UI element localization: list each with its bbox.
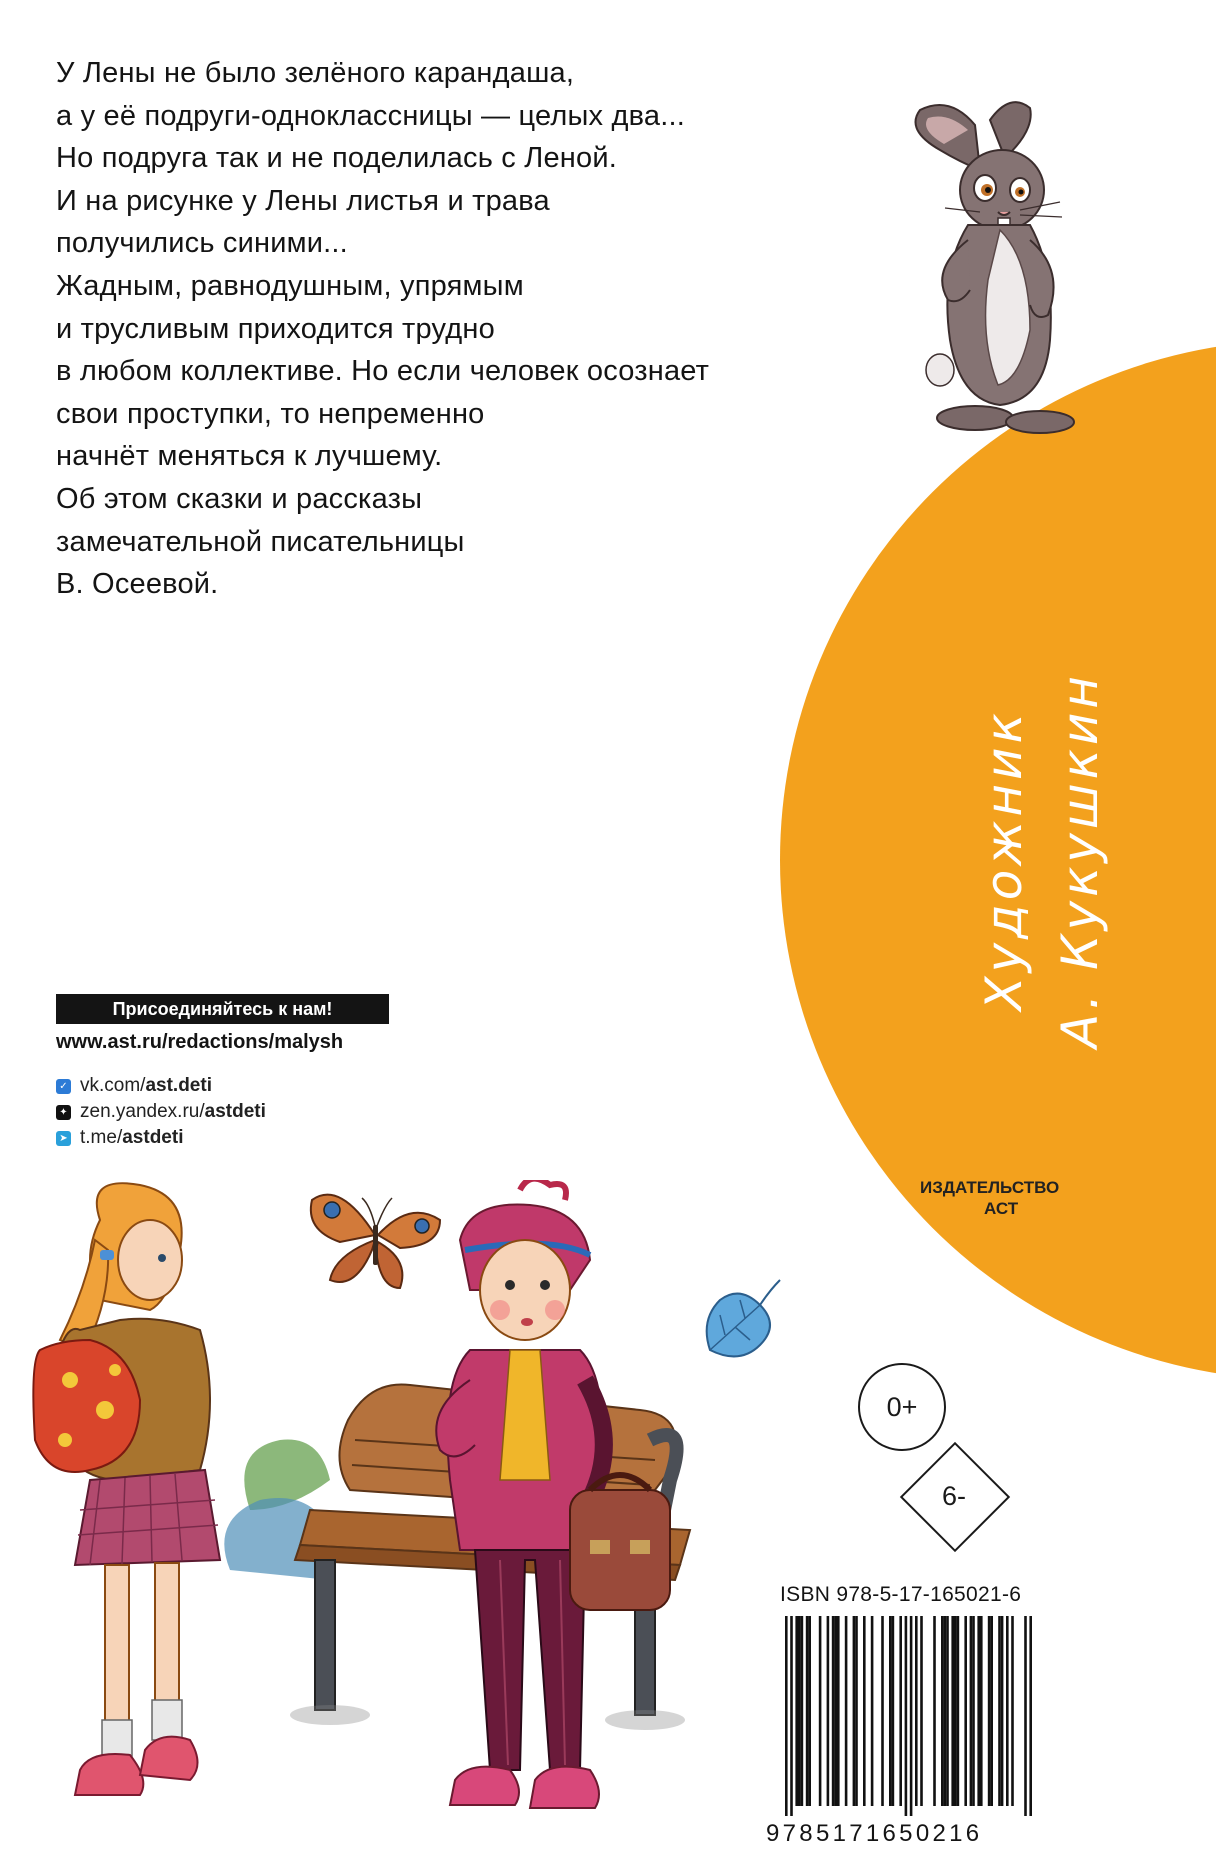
social-handle: astdeti (204, 1101, 266, 1122)
blurb-line: замечательной писательницы (56, 525, 465, 558)
barcode-bar (972, 1616, 975, 1806)
blurb-line: У Лены не было зелёного карандаша, (56, 57, 575, 89)
barcode-bar (1006, 1616, 1009, 1806)
blurb-line: в любом коллективе. Но если человек осознает (56, 355, 710, 388)
blurb-line: а у её подруги-одноклассницы — целых два... (56, 99, 685, 132)
barcode-bar (785, 1616, 788, 1816)
social-prefix: t.me/ (80, 1127, 123, 1148)
barcode-bar (881, 1616, 884, 1806)
barcode-bar (795, 1616, 798, 1806)
barcode-bar (827, 1616, 830, 1806)
barcode-bar (915, 1616, 918, 1806)
publisher-line-1: ИЗДАТЕЛЬСТВО (920, 1178, 1060, 1197)
blurb-line: и трусливым приходится трудно (56, 312, 495, 345)
vk-icon: ✓ (56, 1079, 71, 1094)
barcode-bar (863, 1616, 866, 1806)
barcode-bar (819, 1616, 822, 1806)
barcode-bar (899, 1616, 902, 1806)
barcode-bar (798, 1616, 801, 1806)
barcode-bar (837, 1616, 840, 1806)
barcode-bar (954, 1616, 957, 1806)
barcode-bar (832, 1616, 835, 1806)
isbn-label: ISBN 978-5-17-165021-6 (780, 1583, 1022, 1606)
blurb-text (56, 52, 776, 606)
barcode-bar (871, 1616, 874, 1806)
social-handle: ast.deti (145, 1075, 212, 1096)
illustrator-credit (965, 600, 1115, 1120)
blurb-line: Но подруга так и не поделилась с Леной. (56, 142, 617, 175)
blurb-line: получились синими... (56, 227, 348, 260)
blurb-line: В. Осеевой. (56, 568, 219, 601)
barcode-bar (1024, 1616, 1027, 1816)
age-recommended-text: 6- (941, 1480, 966, 1511)
social-prefix: vk.com/ (80, 1075, 146, 1096)
social-handle: astdeti (122, 1127, 184, 1148)
barcode-bar (944, 1616, 947, 1806)
social-links (56, 1073, 266, 1151)
blurb-line: Об этом сказки и рассказы (56, 482, 423, 515)
blurb-line: начнёт меняться к лучшему. (56, 440, 443, 473)
credit-name: А. Кукушкин (1051, 671, 1109, 1049)
barcode-bar (853, 1616, 856, 1806)
join-us-banner: Присоединяйтесь к нам! (56, 994, 389, 1024)
social-link-zen[interactable] (56, 1099, 266, 1125)
barcode-bar (946, 1616, 949, 1806)
barcode-bar (808, 1616, 811, 1806)
age-recommended-badge (902, 1444, 1006, 1548)
blurb-line: И на рисунке у Лены листья и трава (56, 184, 550, 217)
barcode-bar (980, 1616, 983, 1806)
barcode-bar (905, 1616, 908, 1816)
barcode-bar (951, 1616, 954, 1806)
barcode-bar (910, 1616, 913, 1816)
zen-icon: ✦ (56, 1105, 71, 1120)
barcode-bar (845, 1616, 848, 1806)
barcode-bar (889, 1616, 892, 1806)
barcode-bar (920, 1616, 923, 1806)
credit-role: Художник (975, 709, 1033, 1011)
barcode-bar (998, 1616, 1001, 1806)
rabbit-illustration (880, 100, 1120, 440)
barcode-bar (1029, 1616, 1032, 1816)
barcode-bar (855, 1616, 858, 1806)
barcode-bar (970, 1616, 973, 1806)
barcode-bar (964, 1616, 967, 1806)
barcode-digits: 9785171650216 (766, 1820, 983, 1847)
barcode-bar (834, 1616, 837, 1806)
age-rating-badge: 0+ (858, 1363, 946, 1451)
barcode-bar (977, 1616, 980, 1806)
social-prefix: zen.yandex.ru/ (80, 1101, 205, 1122)
barcode-bar (1001, 1616, 1004, 1806)
site-link[interactable]: www.ast.ru/redactions/malysh (56, 1031, 344, 1053)
barcode-bar (941, 1616, 944, 1806)
barcode-bar (990, 1616, 993, 1806)
barcode-bar (801, 1616, 804, 1806)
publisher-line-2: АСТ (984, 1199, 1019, 1218)
social-link-telegram[interactable] (56, 1125, 266, 1151)
girls-bench-illustration (30, 1180, 790, 1862)
barcode-bar (1011, 1616, 1014, 1806)
barcode-bar (790, 1616, 793, 1816)
telegram-icon: ➤ (56, 1131, 71, 1146)
publisher-mark (920, 1177, 1059, 1219)
barcode-bar (806, 1616, 809, 1806)
blurb-line: Жадным, равнодушным, упрямым (56, 269, 524, 302)
barcode-bar (988, 1616, 991, 1806)
barcode-bar (933, 1616, 936, 1806)
social-link-vk[interactable] (56, 1073, 266, 1099)
barcode-bar (957, 1616, 960, 1806)
blurb-line: свои проступки, то непременно (56, 397, 485, 430)
barcode-bar (892, 1616, 895, 1806)
